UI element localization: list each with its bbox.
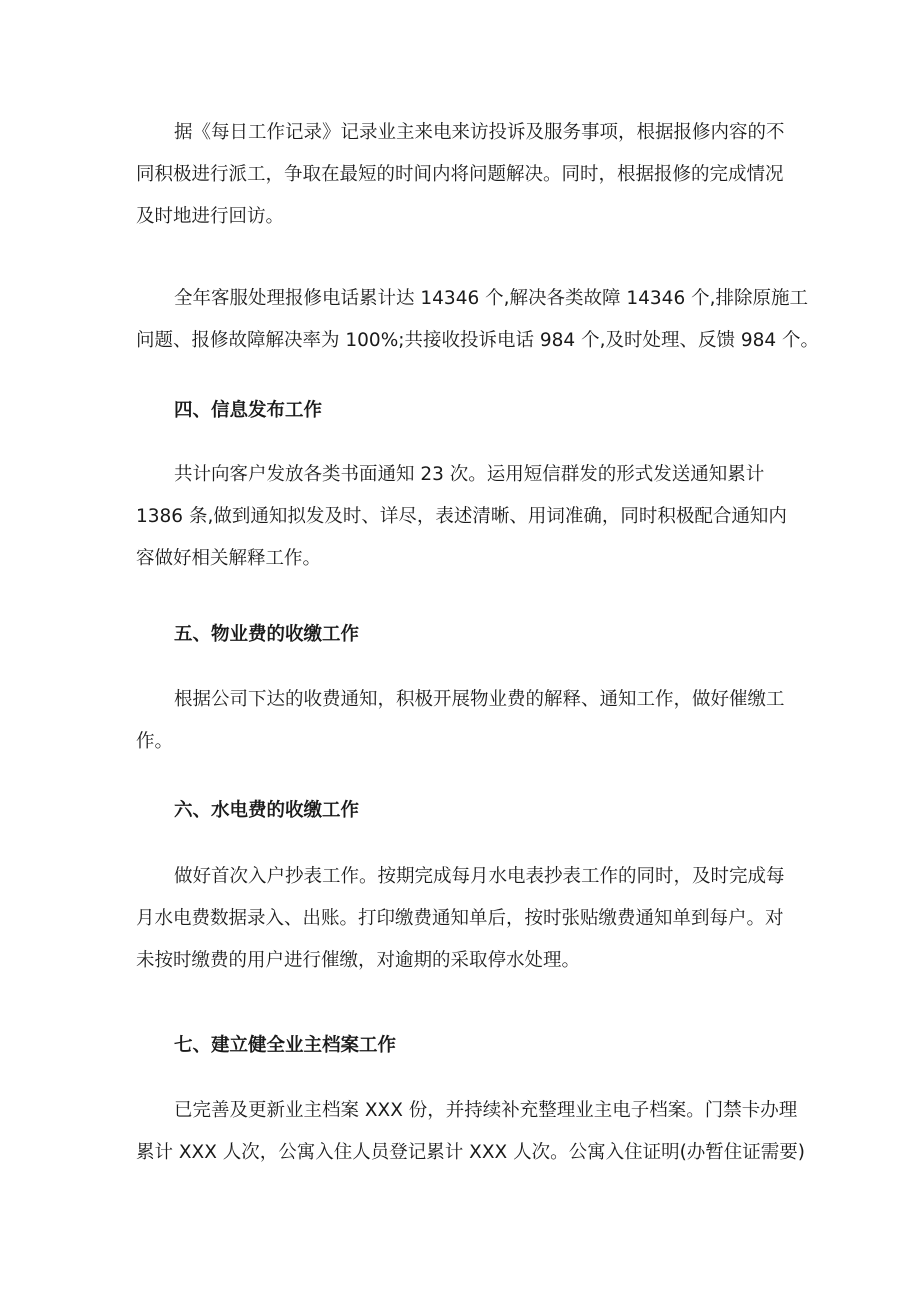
paragraph-property-fee bbox=[136, 679, 788, 763]
text-line: 共计向客户发放各类书面通知 23 次。运用短信群发的形式发送通知累计 bbox=[174, 464, 765, 485]
text-line: 累计 XXX 人次，公寓入住人员登记累计 XXX 人次。公寓入住证明(办暂住证需要) bbox=[136, 1142, 806, 1163]
section-heading-utility-fee: 六、水电费的收缴工作 bbox=[174, 800, 360, 821]
text-line: 作。 bbox=[136, 731, 174, 752]
text-line: 据《每日工作记录》记录业主来电来访投诉及服务事项，根据报修内容的不 bbox=[174, 122, 785, 143]
text-line: 及时地进行回访。 bbox=[136, 206, 285, 227]
text-line: 同积极进行派工，争取在最短的时间内将问题解决。同时，根据报修的完成情况 bbox=[136, 164, 784, 185]
paragraph-utility-fee bbox=[136, 856, 788, 982]
text-line: 容做好相关解释工作。 bbox=[136, 548, 322, 569]
text-line: 1386 条,做到通知拟发及时、详尽，表述清晰、用词准确，同时积极配合通知内 bbox=[136, 506, 787, 527]
text-line: 问题、报修故障解决率为 100%;共接收投诉电话 984 个,及时处理、反馈 984 个。 bbox=[136, 330, 820, 351]
section-heading-property-fee: 五、物业费的收缴工作 bbox=[174, 624, 360, 645]
text-line: 未按时缴费的用户进行催缴，对逾期的采取停水处理。 bbox=[136, 950, 581, 971]
text-line: 根据公司下达的收费通知，积极开展物业费的解释、通知工作，做好催缴工 bbox=[174, 689, 785, 710]
paragraph-info-release bbox=[136, 454, 788, 580]
paragraph-repair-records bbox=[136, 112, 788, 238]
paragraph-repair-statistics bbox=[136, 278, 820, 362]
text-line: 月水电费数据录入、出账。打印缴费通知单后，按时张贴缴费通知单到每户。对 bbox=[136, 908, 784, 929]
section-heading-owner-archives: 七、建立健全业主档案工作 bbox=[174, 1035, 397, 1056]
section-heading-info-release: 四、信息发布工作 bbox=[174, 400, 323, 421]
paragraph-owner-archives bbox=[136, 1090, 806, 1174]
text-line: 做好首次入户抄表工作。按期完成每月水电表抄表工作的同时，及时完成每 bbox=[174, 866, 785, 887]
text-line: 全年客服处理报修电话累计达 14346 个,解决各类故障 14346 个,排除原施工 bbox=[174, 288, 808, 309]
text-line: 已完善及更新业主档案 XXX 份，并持续补充整理业主电子档案。门禁卡办理 bbox=[174, 1100, 798, 1121]
